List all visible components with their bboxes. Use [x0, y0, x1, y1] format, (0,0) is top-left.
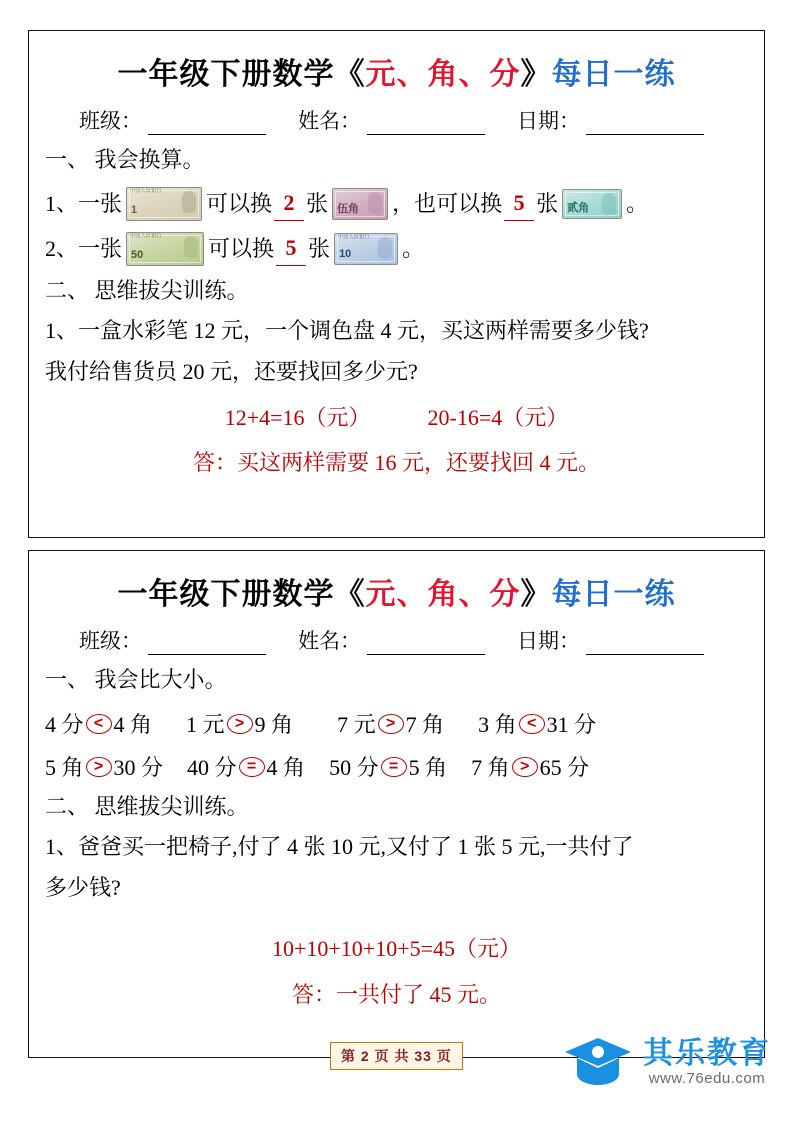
q2-text-2: 可以换 — [208, 235, 275, 261]
name-label: 姓名： — [298, 629, 361, 653]
q1-answer-1[interactable]: 2 — [274, 186, 304, 221]
compare-right: 65 分 — [539, 755, 590, 780]
note-bank-text: 中国人民银行 — [338, 233, 370, 240]
date-label: 日期： — [517, 629, 580, 653]
name-field — [298, 625, 491, 655]
page-number-badge: 第 2 页 共 33 页 — [330, 1042, 463, 1070]
worksheet-2-info-row — [45, 625, 748, 655]
class-label: 班级： — [79, 629, 142, 653]
compare-right: 31 分 — [546, 712, 597, 737]
worksheet-2-word-problem-line-2: 多少钱? — [45, 875, 121, 901]
compare-right: 9 角 — [254, 712, 294, 737]
compare-item — [186, 708, 293, 739]
worksheet-1-section-2-heading: 二、 思维拔尖训练。 — [45, 278, 249, 304]
note-denomination: 伍角 — [337, 202, 360, 215]
worksheet-1-question-2 — [45, 231, 748, 266]
note-portrait — [368, 192, 382, 214]
note-denomination: 1 — [131, 203, 138, 216]
title-tagline: 每日一练 — [551, 58, 676, 91]
compare-item — [45, 708, 152, 739]
name-blank[interactable] — [367, 635, 485, 655]
compare-left: 7 元 — [337, 712, 376, 737]
compare-item — [187, 751, 305, 782]
worksheet-1-section-1-heading: 一、 我会换算。 — [45, 147, 205, 172]
compare-item — [471, 751, 589, 782]
compare-left: 40 分 — [187, 755, 237, 780]
class-field — [79, 105, 272, 135]
q2-text-4: 。 — [402, 235, 425, 261]
note-portrait — [378, 237, 392, 259]
class-blank[interactable] — [148, 115, 266, 135]
class-label: 班级： — [79, 109, 142, 133]
worksheet-1-title — [45, 49, 748, 93]
q1-text-2: 可以换 — [206, 190, 273, 216]
worksheet-1-info-row — [45, 105, 748, 135]
q1-text-1: 一张 — [78, 190, 123, 216]
compare-right: 4 角 — [266, 755, 306, 780]
q1-text-6: 。 — [626, 190, 649, 216]
answer-calc-1: 12+4=16（元） — [224, 404, 371, 430]
worksheet-1-answer-calcs — [45, 400, 748, 435]
name-field — [298, 105, 491, 135]
title-highlight: 元、角、分 — [365, 578, 521, 611]
worksheet-1-word-problem-line-1: 1、一盒水彩笔 12 元，一个调色盘 4 元，买这两样需要多少钱? — [45, 318, 649, 344]
compare-item — [337, 708, 444, 739]
q1-answer-2[interactable]: 5 — [504, 186, 534, 221]
compare-left: 5 角 — [45, 755, 84, 780]
note-bank-text: 中国人民银行 — [130, 232, 162, 239]
banknote-50-yuan-icon — [126, 232, 204, 266]
compare-left: 50 分 — [329, 755, 379, 780]
q1-text-5: 张 — [536, 190, 559, 216]
date-blank[interactable] — [586, 635, 704, 655]
worksheet-2-answer-calc: 10+10+10+10+5=45（元） — [271, 936, 522, 962]
compare-right: 5 角 — [408, 755, 448, 780]
compare-left: 3 角 — [478, 712, 517, 737]
compare-item — [45, 751, 163, 782]
title-suffix: 》 — [520, 578, 552, 611]
compare-item — [329, 751, 447, 782]
q1-text-4: ，也可以换 — [392, 190, 503, 216]
note-denomination: 贰角 — [567, 201, 590, 214]
graduation-cap-icon — [561, 1032, 635, 1093]
compare-operator-circle[interactable]: > — [512, 757, 538, 777]
worksheet-2-section-1-heading: 一、 我会比大小。 — [45, 667, 227, 692]
compare-left: 4 分 — [45, 712, 84, 737]
q2-index: 2、 — [45, 235, 79, 261]
title-prefix: 一年级下册数学《 — [117, 578, 366, 611]
worksheet-1-answer-sentence: 答：买这两样需要 16 元，还要找回 4 元。 — [192, 449, 600, 475]
brand-url: www.76edu.com — [648, 1069, 766, 1087]
compare-operator-circle[interactable]: = — [381, 757, 407, 777]
worksheet-1-question-1 — [45, 186, 748, 221]
date-field — [517, 625, 710, 655]
compare-operator-circle[interactable]: > — [378, 714, 404, 734]
worksheet-2-compare-row-2 — [45, 751, 748, 782]
title-prefix: 一年级下册数学《 — [117, 58, 366, 91]
q1-text-3: 张 — [306, 190, 329, 216]
banknote-1-yuan-icon — [126, 187, 202, 221]
class-blank[interactable] — [148, 635, 266, 655]
compare-right: 7 角 — [405, 712, 445, 737]
name-blank[interactable] — [367, 115, 485, 135]
logo-text — [643, 1038, 771, 1087]
title-highlight: 元、角、分 — [365, 58, 521, 91]
title-tagline: 每日一练 — [551, 578, 676, 611]
compare-right: 4 角 — [113, 712, 153, 737]
worksheet-2-section-2-heading: 二、 思维拔尖训练。 — [45, 794, 249, 819]
class-field — [79, 625, 272, 655]
site-logo[interactable] — [561, 1032, 771, 1093]
compare-left: 7 角 — [471, 755, 510, 780]
banknote-2-jiao-icon — [562, 189, 622, 219]
page-footer — [0, 1036, 793, 1106]
worksheet-2-title — [45, 569, 748, 613]
q2-answer-1[interactable]: 5 — [276, 231, 306, 266]
q2-text-3: 张 — [308, 235, 331, 261]
compare-right: 30 分 — [113, 755, 164, 780]
title-suffix: 》 — [520, 58, 552, 91]
worksheet-2-compare-row-1 — [45, 708, 748, 739]
compare-item — [478, 708, 596, 739]
compare-operator-circle[interactable]: < — [519, 714, 545, 734]
note-denomination: 50 — [131, 248, 144, 261]
brand-name: 其乐教育 — [643, 1037, 771, 1071]
note-portrait — [182, 191, 196, 213]
name-label: 姓名： — [298, 109, 361, 133]
q1-index: 1、 — [45, 190, 79, 216]
note-portrait — [602, 193, 616, 215]
banknote-5-jiao-icon — [332, 188, 388, 220]
compare-left: 1 元 — [186, 712, 225, 737]
compare-operator-circle[interactable]: > — [227, 714, 253, 734]
worksheet-2-word-problem-line-1: 1、爸爸买一把椅子,付了 4 张 10 元,又付了 1 张 5 元,一共付了 — [45, 834, 634, 859]
worksheet-1-word-problem-line-2: 我付给售货员 20 元，还要找回多少元? — [45, 359, 418, 385]
note-portrait — [184, 236, 198, 258]
compare-operator-circle[interactable]: < — [86, 714, 112, 734]
date-blank[interactable] — [586, 115, 704, 135]
compare-operator-circle[interactable]: = — [239, 757, 265, 777]
date-field — [517, 105, 710, 135]
note-bank-text: 中国人民银行 — [130, 187, 162, 194]
worksheet-2-answer-sentence: 答：一共付了 45 元。 — [291, 981, 501, 1007]
worksheet-2 — [28, 550, 765, 1058]
q2-text-1: 一张 — [78, 235, 123, 261]
note-denomination: 10 — [339, 247, 352, 260]
date-label: 日期： — [517, 109, 580, 133]
compare-operator-circle[interactable]: > — [86, 757, 112, 777]
answer-calc-2: 20-16=4（元） — [427, 404, 569, 430]
banknote-10-yuan-icon — [334, 233, 398, 265]
worksheet-1 — [28, 30, 765, 538]
